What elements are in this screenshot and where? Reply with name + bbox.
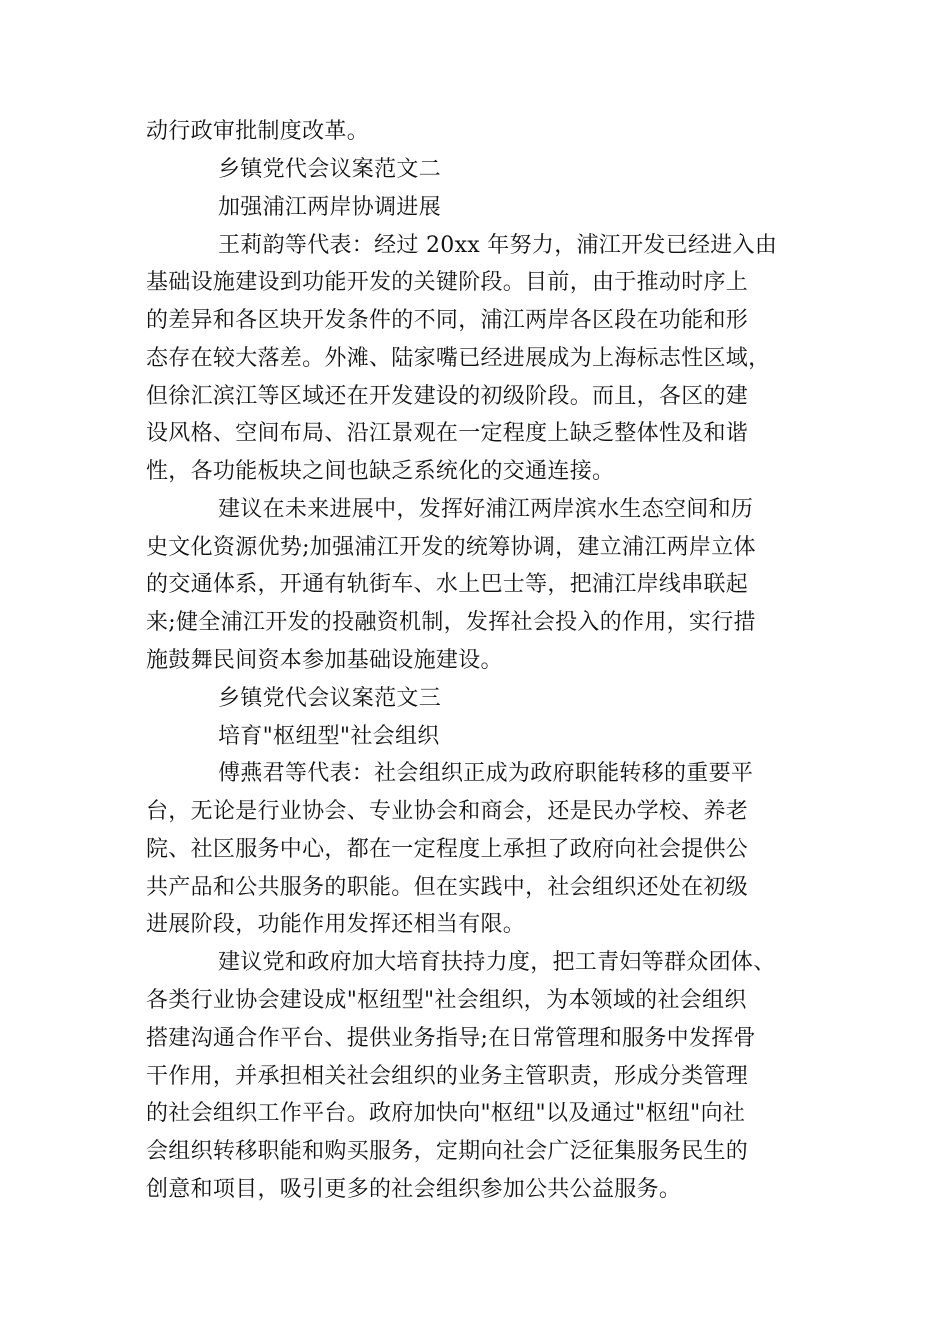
- paragraph-line: 王莉韵等代表：经过 20xx 年努力，浦江开发已经进入由: [218, 233, 778, 258]
- paragraph-line: 创意和项目，吸引更多的社会组织参加公共公益服务。: [146, 1177, 682, 1202]
- paragraph-line: 台，无论是行业协会、专业协会和商会，还是民办学校、养老: [146, 799, 749, 824]
- paragraph-line: 态存在较大落差。外滩、陆家嘴已经进展成为上海标志性区域，: [146, 346, 771, 371]
- paragraph-line: 傅燕君等代表：社会组织正成为政府职能转移的重要平: [218, 761, 754, 786]
- paragraph-line: 但徐汇滨江等区域还在开发建设的初级阶段。而且，各区的建: [146, 384, 749, 409]
- paragraph-line: 史文化资源优势;加强浦江开发的统筹协调，建立浦江两岸立体: [146, 535, 756, 560]
- section-heading: 乡镇党代会议案范文二: [218, 157, 442, 182]
- proposal-title: 培育"枢纽型"社会组织: [218, 724, 440, 749]
- paragraph-line: 的差异和各区块开发条件的不同，浦江两岸各区段在功能和形: [146, 308, 749, 333]
- paragraph-line: 性，各功能板块之间也缺乏系统化的交通连接。: [146, 459, 615, 484]
- paragraph-line: 建议在未来进展中，发挥好浦江两岸滨水生态空间和历: [218, 497, 754, 522]
- section-heading: 乡镇党代会议案范文三: [218, 686, 442, 711]
- paragraph-line: 共产品和公共服务的职能。但在实践中，社会组织还处在初级: [146, 875, 749, 900]
- paragraph-line: 会组织转移职能和购买服务，定期向社会广泛征集服务民生的: [146, 1139, 749, 1164]
- paragraph-line: 设风格、空间布局、沿江景观在一定程度上缺乏整体性及和谐: [146, 421, 749, 446]
- paragraph-line: 干作用，并承担相关社会组织的业务主管职责，形成分类管理: [146, 1064, 749, 1089]
- paragraph-line: 施鼓舞民间资本参加基础设施建设。: [146, 648, 503, 673]
- paragraph-line: 进展阶段，功能作用发挥还相当有限。: [146, 912, 526, 937]
- proposal-title: 加强浦江两岸协调进展: [218, 195, 442, 220]
- paragraph-line: 基础设施建设到功能开发的关键阶段。目前，由于推动时序上: [146, 270, 749, 295]
- paragraph-line: 搭建沟通合作平台、提供业务指导;在日常管理和服务中发挥骨: [146, 1026, 756, 1051]
- paragraph-line: 各类行业协会建设成"枢纽型"社会组织，为本领域的社会组织: [146, 988, 747, 1013]
- paragraph-line: 建议党和政府加大培育扶持力度，把工青妇等群众团体、: [218, 950, 776, 975]
- paragraph-line: 来;健全浦江开发的投融资机制，发挥社会投入的作用，实行措: [146, 610, 756, 635]
- paragraph-line: 院、社区服务中心，都在一定程度上承担了政府向社会提供公: [146, 837, 749, 862]
- paragraph-line: 的社会组织工作平台。政府加快向"枢纽"以及通过"枢纽"向社: [146, 1101, 746, 1126]
- paragraph-line: 动行政审批制度改革。: [146, 119, 370, 144]
- paragraph-line: 的交通体系，开通有轨街车、水上巴士等，把浦江岸线串联起: [146, 572, 749, 597]
